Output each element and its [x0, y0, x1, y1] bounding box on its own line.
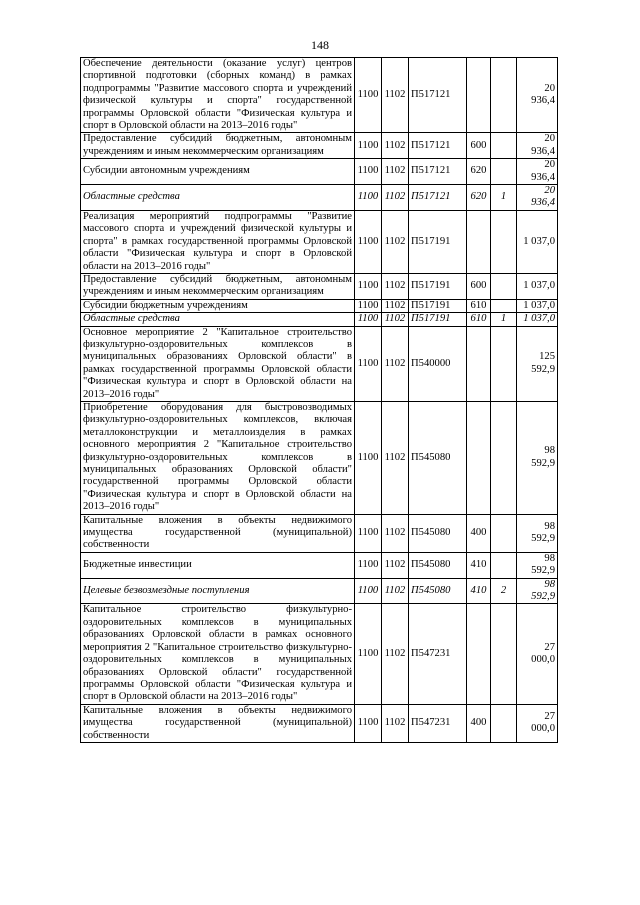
table-row	[81, 299, 558, 312]
row-section-code: 1100	[355, 401, 382, 514]
row-target-article: П517191	[409, 313, 467, 326]
row-expense-type: 600	[467, 133, 491, 159]
row-expense-type: 620	[467, 185, 491, 211]
row-target-article: П547231	[409, 604, 467, 704]
row-subsection-code: 1102	[382, 514, 409, 552]
row-funding-source: 1	[491, 313, 517, 326]
row-amount: 1 037,0	[517, 299, 558, 312]
row-amount: 1 037,0	[517, 210, 558, 273]
row-name: Приобретение оборудования для быстровозводимых физкультурно-оздоровительных комплексов, включая металлоконструкции и металлоизделия в рамках основного мероприятия 2 "Капитальное строительство физкультурно-оздоровительных комплексов в муниципальных образованиях Орловской области" государственной программы Орловской области "Физическая культура и спорт в Орловской области на 2013–2016 годы"	[81, 401, 355, 514]
row-name: Областные средства	[81, 185, 355, 211]
table-row	[81, 313, 558, 326]
row-subsection-code: 1102	[382, 578, 409, 604]
row-amount: 98 592,9	[517, 401, 558, 514]
row-funding-source	[491, 299, 517, 312]
table-row	[81, 704, 558, 742]
row-expense-type	[467, 604, 491, 704]
row-funding-source: 1	[491, 185, 517, 211]
row-amount: 98 592,9	[517, 578, 558, 604]
row-amount: 20 936,4	[517, 133, 558, 159]
row-target-article: П547231	[409, 704, 467, 742]
row-subsection-code: 1102	[382, 58, 409, 133]
row-section-code: 1100	[355, 299, 382, 312]
row-funding-source	[491, 704, 517, 742]
row-section-code: 1100	[355, 514, 382, 552]
row-subsection-code: 1102	[382, 313, 409, 326]
row-expense-type: 400	[467, 704, 491, 742]
row-name: Обеспечение деятельности (оказание услуг) центров спортивной подготовки (сборных команд) в рамках подпрограммы "Развитие массового спорта и учреждений физической культуры и спорта" государственной программы Орловской области "Физическая культура и спорт в Орловской области на 2013–2016 годы"	[81, 58, 355, 133]
budget-table-body	[81, 58, 558, 743]
row-expense-type: 600	[467, 273, 491, 299]
row-subsection-code: 1102	[382, 299, 409, 312]
row-section-code: 1100	[355, 604, 382, 704]
row-amount: 1 037,0	[517, 313, 558, 326]
row-name: Капитальные вложения в объекты недвижимого имущества государственной (муниципальной) собственности	[81, 704, 355, 742]
row-target-article: П545080	[409, 514, 467, 552]
row-funding-source	[491, 133, 517, 159]
row-name: Бюджетные инвестиции	[81, 552, 355, 578]
row-expense-type: 610	[467, 313, 491, 326]
row-amount: 1 037,0	[517, 273, 558, 299]
row-target-article: П517121	[409, 185, 467, 211]
row-name: Основное мероприятие 2 "Капитальное строительство физкультурно-оздоровительных комплексов в муниципальных образованиях Орловской области" в рамках государственной программы Орловской области "Физическая культура и спорт в Орловской области на 2013–2016 годы"	[81, 326, 355, 401]
row-target-article: П517121	[409, 58, 467, 133]
row-subsection-code: 1102	[382, 210, 409, 273]
table-row	[81, 401, 558, 514]
row-name: Областные средства	[81, 313, 355, 326]
row-subsection-code: 1102	[382, 185, 409, 211]
row-target-article: П545080	[409, 401, 467, 514]
row-target-article: П517191	[409, 299, 467, 312]
row-section-code: 1100	[355, 58, 382, 133]
row-subsection-code: 1102	[382, 273, 409, 299]
row-expense-type	[467, 401, 491, 514]
row-funding-source	[491, 273, 517, 299]
table-row	[81, 552, 558, 578]
row-name: Целевые безвозмездные поступления	[81, 578, 355, 604]
row-section-code: 1100	[355, 159, 382, 185]
table-row	[81, 273, 558, 299]
row-amount: 27 000,0	[517, 604, 558, 704]
table-row	[81, 185, 558, 211]
row-section-code: 1100	[355, 210, 382, 273]
table-row	[81, 326, 558, 401]
row-funding-source	[491, 604, 517, 704]
row-funding-source	[491, 58, 517, 133]
row-funding-source	[491, 159, 517, 185]
row-amount: 98 592,9	[517, 514, 558, 552]
row-amount: 98 592,9	[517, 552, 558, 578]
row-funding-source: 2	[491, 578, 517, 604]
row-subsection-code: 1102	[382, 604, 409, 704]
table-row	[81, 133, 558, 159]
row-target-article: П517191	[409, 210, 467, 273]
row-amount: 20 936,4	[517, 185, 558, 211]
row-name: Предоставление субсидий бюджетным, автономным учреждениям и иным некоммерческим организациям	[81, 273, 355, 299]
table-row	[81, 578, 558, 604]
row-expense-type: 410	[467, 578, 491, 604]
row-name: Субсидии автономным учреждениям	[81, 159, 355, 185]
row-subsection-code: 1102	[382, 326, 409, 401]
row-amount: 20 936,4	[517, 159, 558, 185]
row-expense-type	[467, 326, 491, 401]
row-target-article: П517121	[409, 159, 467, 185]
row-subsection-code: 1102	[382, 401, 409, 514]
row-name: Капитальные вложения в объекты недвижимого имущества государственной (муниципальной) собственности	[81, 514, 355, 552]
row-section-code: 1100	[355, 552, 382, 578]
row-subsection-code: 1102	[382, 552, 409, 578]
budget-table	[80, 57, 558, 743]
table-row	[81, 58, 558, 133]
table-row	[81, 159, 558, 185]
row-subsection-code: 1102	[382, 159, 409, 185]
page-number: 148	[311, 38, 329, 52]
row-name: Предоставление субсидий бюджетным, автономным учреждениям и иным некоммерческим организациям	[81, 133, 355, 159]
row-name: Субсидии бюджетным учреждениям	[81, 299, 355, 312]
row-expense-type: 620	[467, 159, 491, 185]
row-amount: 20 936,4	[517, 58, 558, 133]
table-row	[81, 514, 558, 552]
row-target-article: П540000	[409, 326, 467, 401]
row-section-code: 1100	[355, 326, 382, 401]
row-target-article: П545080	[409, 578, 467, 604]
row-name: Капитальное строительство физкультурно-оздоровительных комплексов в муниципальных образованиях Орловской области в рамках основного мероприятия 2 "Капитальное строительство физкультурно-оздоровительных комплексов в муниципальных образованиях Орловской области" государственной программы Орловской области "Физическая культура и спорт в Орловской области на 2013–2016 годы"	[81, 604, 355, 704]
row-funding-source	[491, 552, 517, 578]
row-target-article: П517121	[409, 133, 467, 159]
row-funding-source	[491, 210, 517, 273]
row-section-code: 1100	[355, 704, 382, 742]
row-target-article: П517191	[409, 273, 467, 299]
row-amount: 125 592,9	[517, 326, 558, 401]
row-subsection-code: 1102	[382, 704, 409, 742]
row-funding-source	[491, 514, 517, 552]
row-amount: 27 000,0	[517, 704, 558, 742]
row-funding-source	[491, 326, 517, 401]
row-expense-type: 400	[467, 514, 491, 552]
row-target-article: П545080	[409, 552, 467, 578]
row-expense-type: 410	[467, 552, 491, 578]
row-funding-source	[491, 401, 517, 514]
row-section-code: 1100	[355, 313, 382, 326]
row-expense-type: 610	[467, 299, 491, 312]
row-expense-type	[467, 58, 491, 133]
table-row	[81, 604, 558, 704]
row-section-code: 1100	[355, 273, 382, 299]
row-section-code: 1100	[355, 133, 382, 159]
row-subsection-code: 1102	[382, 133, 409, 159]
row-expense-type	[467, 210, 491, 273]
row-name: Реализация мероприятий подпрограммы "Развитие массового спорта и учреждений физической культуры и спорта" в рамках государственной программы Орловской области "Физическая культура и спорт в Орловской области на 2013–2016 годы"	[81, 210, 355, 273]
table-row	[81, 210, 558, 273]
row-section-code: 1100	[355, 578, 382, 604]
row-section-code: 1100	[355, 185, 382, 211]
